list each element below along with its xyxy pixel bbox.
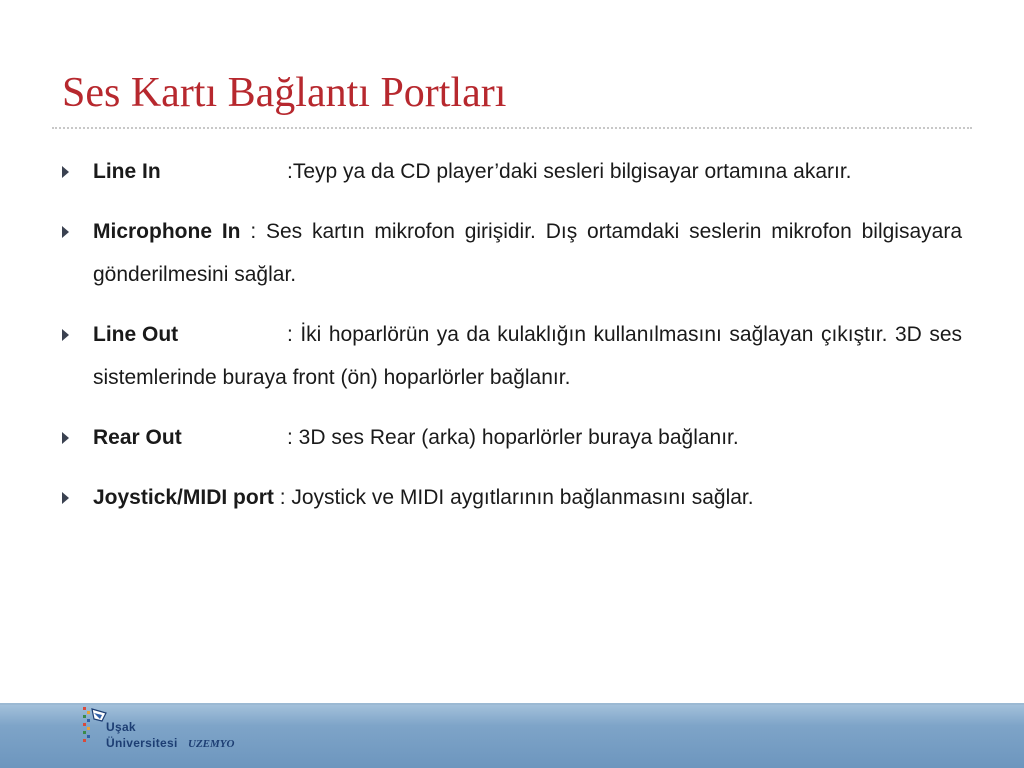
bullet-arrow-icon [62, 166, 69, 178]
bullet-arrow-icon [62, 329, 69, 341]
bullet-term: Rear Out [93, 426, 182, 449]
bullet-text: : İki hoparlörün ya da kulaklığın kullanılmasını sağlayan çıkıştır. 3D ses sistemlerinde buraya front (ön) hoparlörler bağlanır. [93, 323, 962, 389]
bullet-text: : 3D ses Rear (arka) hoparlörler buraya bağlanır. [287, 426, 739, 449]
bullet-arrow-icon [62, 492, 69, 504]
bullet-joystick-midi [62, 476, 962, 519]
bullet-term: Joystick/MIDI port [93, 486, 274, 509]
bullet-term: Line Out [93, 323, 179, 346]
bullet-arrow-icon [62, 432, 69, 444]
bullet-text: : Joystick ve MIDI aygıtlarının bağlanmasını sağlar. [273, 486, 754, 509]
logo-line1: Uşak [106, 720, 136, 734]
bullet-term: Microphone In [93, 220, 241, 243]
bullet-text: :Teyp ya da CD player’daki sesleri bilgisayar ortamına akarır. [287, 160, 852, 183]
title-divider [52, 127, 972, 129]
bullet-rear-out [62, 416, 962, 459]
slide-title: Ses Kartı Bağlantı Portları [62, 70, 507, 116]
logo-emblem-icon [82, 705, 108, 749]
bullet-arrow-icon [62, 226, 69, 238]
bullet-term: Line In [93, 160, 161, 183]
bullet-line-in [62, 150, 962, 193]
university-logo [82, 705, 282, 763]
bullet-list [62, 150, 962, 519]
bullet-line-out [62, 313, 962, 399]
logo-unit: UZEMYO [188, 738, 235, 750]
bullet-microphone-in [62, 210, 962, 296]
logo-line2: Üniversitesi [106, 736, 178, 750]
bullet-text: : Ses kartın mikrofon girişidir. Dış ortamdaki seslerin mikrofon bilgisayara gönderilmesini sağlar. [93, 220, 962, 286]
